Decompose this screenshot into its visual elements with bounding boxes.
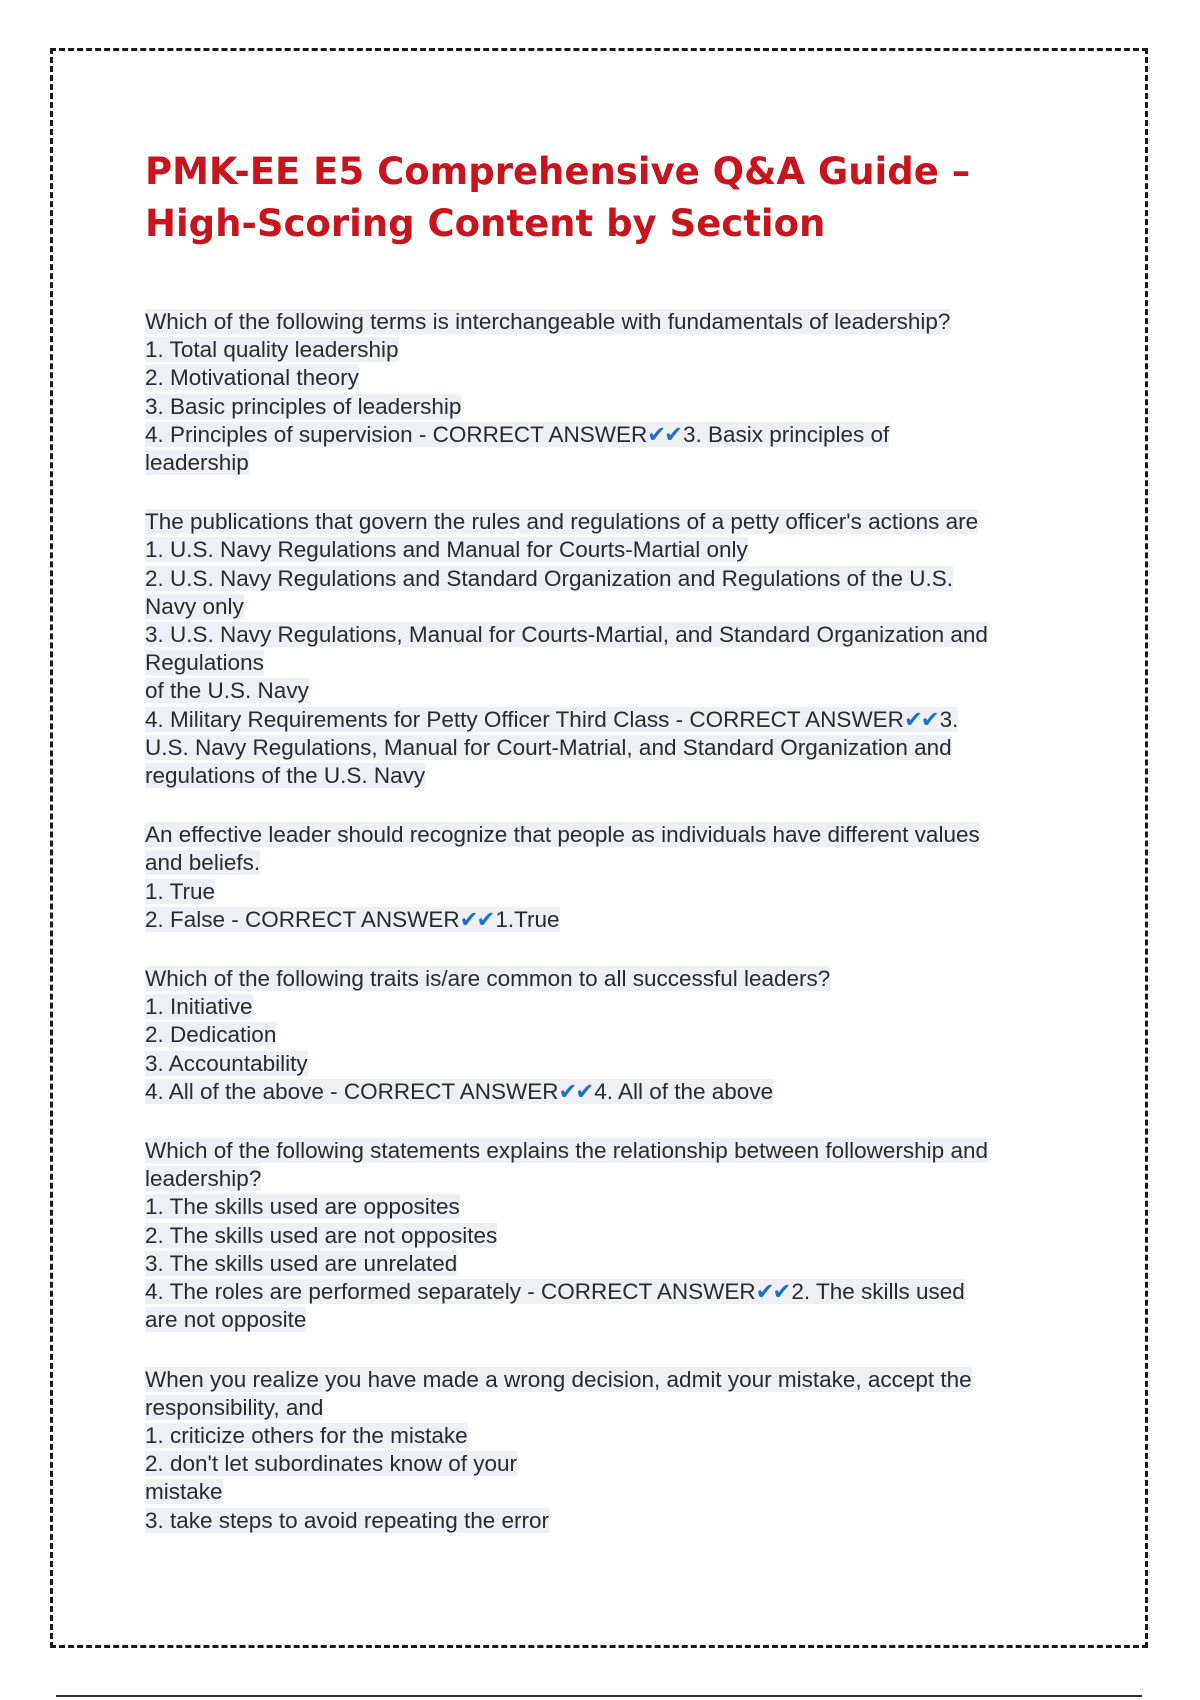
correct-answer-continuation: regulations of the U.S. Navy (145, 763, 426, 789)
double-checkmark-icon: ✔✔ (903, 706, 938, 732)
answer-option: 1. Total quality leadership (145, 337, 399, 363)
answer-option-continuation: of the U.S. Navy (145, 678, 309, 704)
document-title: PMK-EE E5 Comprehensive Q&A Guide – High-Scoring Content by Section (145, 150, 971, 245)
question-text-continuation: and beliefs. (145, 850, 261, 876)
answer-option: 2. Dedication (145, 1022, 277, 1048)
answer-option-text: 4. All of the above - CORRECT ANSWER (145, 1078, 559, 1104)
answer-option: 1. The skills used are opposites (145, 1194, 460, 1220)
answer-option: 1. Initiative (145, 994, 253, 1020)
correct-answer-line (145, 1078, 1065, 1106)
question-block (145, 508, 1065, 790)
correct-answer-text: 2. The skills used (791, 1279, 965, 1305)
answer-option-continuation: mistake (145, 1479, 223, 1505)
question-block (145, 308, 1065, 477)
answer-option: 1. U.S. Navy Regulations and Manual for Courts-Martial only (145, 537, 748, 563)
question-block (145, 1366, 1065, 1535)
correct-answer-continuation: leadership (145, 450, 249, 476)
answer-option: 1. criticize others for the mistake (145, 1422, 468, 1448)
answer-option: 2. The skills used are not opposites (145, 1222, 498, 1248)
question-text-continuation: leadership? (145, 1166, 262, 1192)
answer-option: 1. True (145, 878, 216, 904)
double-checkmark-icon: ✔✔ (755, 1279, 790, 1305)
correct-answer-continuation: U.S. Navy Regulations, Manual for Court-Matrial, and Standard Organization and (145, 734, 952, 760)
answer-option: 3. take steps to avoid repeating the error (145, 1507, 549, 1533)
question-block (145, 965, 1065, 1106)
question-text: Which of the following statements explains the relationship between followership and (145, 1138, 988, 1164)
question-block (145, 821, 1065, 934)
question-list (145, 308, 1065, 1566)
answer-option: 2. Motivational theory (145, 365, 359, 391)
double-checkmark-icon: ✔✔ (558, 1078, 593, 1104)
answer-option: 3. Basic principles of leadership (145, 393, 462, 419)
question-text: Which of the following traits is/are common to all successful leaders? (145, 966, 831, 992)
question-text: The publications that govern the rules and regulations of a petty officer's actions are (145, 509, 979, 535)
answer-option: 3. Accountability (145, 1050, 308, 1076)
question-text: When you realize you have made a wrong decision, admit your mistake, accept the (145, 1366, 972, 1392)
double-checkmark-icon: ✔✔ (647, 421, 681, 447)
correct-answer-text: 3. Basix principles of (682, 421, 890, 447)
correct-answer-text: 3. (939, 706, 959, 732)
page-bottom-rule (56, 1695, 1142, 1697)
answer-option: 2. U.S. Navy Regulations and Standard Organization and Regulations of the U.S. (145, 565, 953, 591)
correct-answer-line (145, 906, 1065, 934)
answer-option-text: 4. Military Requirements for Petty Officer Third Class - CORRECT ANSWER (145, 706, 904, 732)
question-text: An effective leader should recognize that people as individuals have different values (145, 822, 980, 848)
question-text-continuation: responsibility, and (145, 1394, 324, 1420)
answer-option: 3. The skills used are unrelated (145, 1250, 458, 1276)
correct-answer-continuation: are not opposite (145, 1307, 307, 1333)
answer-option-continuation: Regulations (145, 650, 264, 676)
answer-option: 2. don't let subordinates know of your (145, 1451, 518, 1477)
correct-answer-text: 4. All of the above (594, 1078, 774, 1104)
question-block (145, 1137, 1065, 1334)
correct-answer-line (145, 706, 1065, 734)
question-text: Which of the following terms is interchangeable with fundamentals of leadership? (145, 309, 951, 334)
answer-option-text: 2. False - CORRECT ANSWER (145, 906, 460, 932)
double-checkmark-icon: ✔✔ (459, 906, 494, 932)
correct-answer-line (145, 1278, 1065, 1306)
answer-option: 3. U.S. Navy Regulations, Manual for Courts-Martial, and Standard Organization and (145, 622, 988, 648)
correct-answer-line (145, 421, 1065, 449)
answer-option-continuation: Navy only (145, 593, 244, 619)
answer-option-text: 4. The roles are performed separately - CORRECT ANSWER (145, 1279, 756, 1305)
answer-option-text: 4. Principles of supervision - CORRECT ANSWER (145, 421, 648, 447)
correct-answer-text: 1.True (495, 906, 560, 932)
